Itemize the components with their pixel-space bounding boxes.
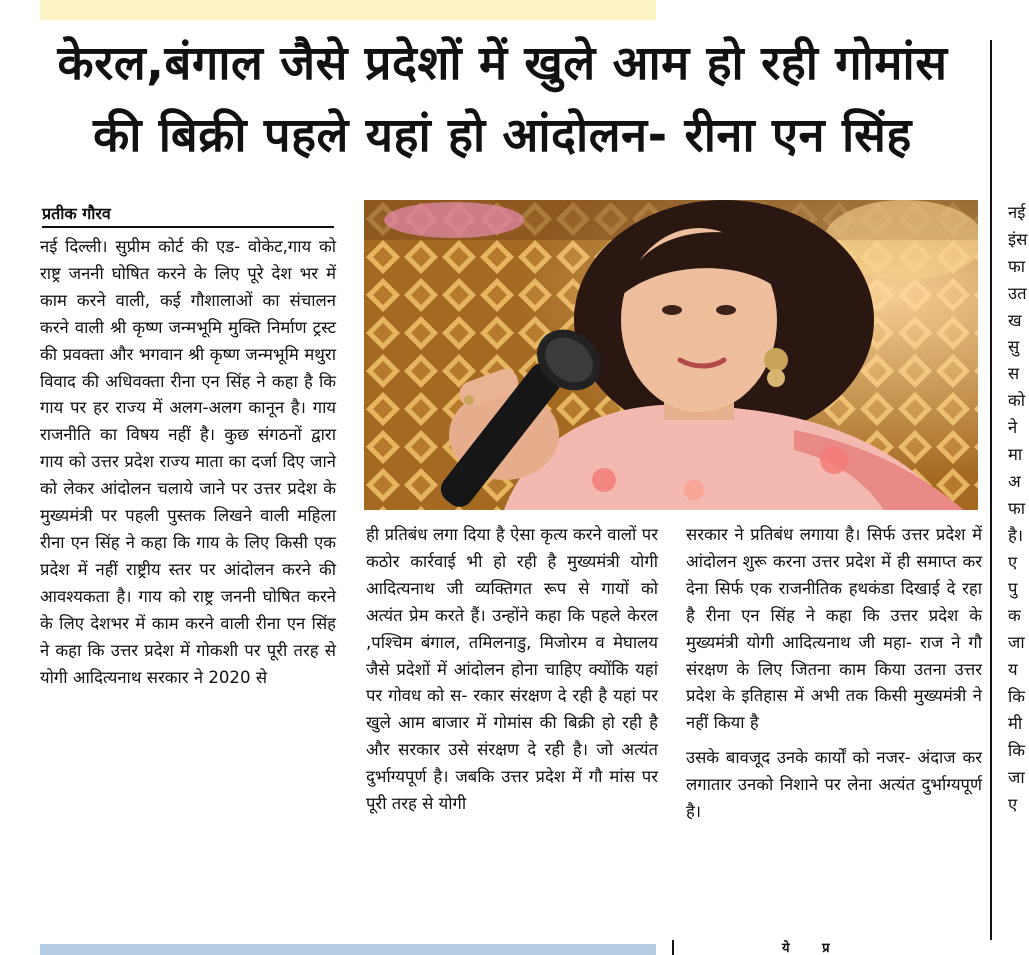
column-1-text: नई दिल्ली। सुप्रीम कोर्ट की एड- वोकेट,गाय को राष्ट्र जननी घोषित करने के लिए पूरे देश भर में काम करने वाली, कई गौशालाओं का संचालन करने वाली श्री कृष्ण जन्मभूमि मुक्ति निर्माण ट्रस्ट की प्रवक्ता और भगवान श्री कृष्ण जन्मभूमि मथुरा विवाद की अधिवक्ता रीना एन सिंह ने कहा है कि गाय पर हर राज्य में अलग-अलग कानून है। गाय राजनीति का विषय नहीं है। कुछ संगठनों द्वारा गाय को उत्तर प्रदेश राज्य माता का दर्जा दिए जाने को लेकर आंदोलन चलाये जाने पर उत्तर प्रदेश के मुख्यमंत्री पर पहली पुस्तक लिखने वाली महिला रीना एन सिंह ने कहा कि गाय के लिए किसी एक प्रदेश में नहीं राष्ट्रीय स्तर पर आंदोलन करने की आवश्यकता है। गाय को राष्ट्र जननी घोषित करने के लिए देशभर में काम करने वाली रीना एन सिंह ने कहा कि उत्तर प्रदेश में गोकशी पर पूरी तरह से योगी आदित्यनाथ सरकार ने 2020 से <box>40 237 336 687</box>
column-divider <box>990 40 992 940</box>
fragment-line: इंस <box>1008 229 1028 249</box>
column-2-text: ही प्रतिबंध लगा दिया है ऐसा कृत्य करने वालों पर कठोर कार्रवाई भी हो रही है मुख्यमंत्री योगी आदित्यनाथ जी व्यक्तिगत रूप से गायों को अत्यंत प्रेम करते हैं। उन्होंने कहा कि पहले केरल ,पश्चिम बंगाल, तमिलनाडु, मिजोरम व मेघालय जैसे प्रदेशों में आंदोलन होना चाहिए क्योंकि यहां पर गोवध को स- रकार संरक्षण दे रही है यहां पर खुले आम बाजार में गोमांस की बिक्री हो रही है और सरकार उसे संरक्षण दे रही है। जो अत्यंत दुर्भाग्यपूर्ण है। जबकि उत्तर प्रदेश में गौ मांस पर पूरी तरह से योगी <box>366 525 658 814</box>
fragment-line: क <box>1008 606 1021 626</box>
fragment-line: कि <box>1008 687 1026 707</box>
article-column-3 <box>686 522 982 826</box>
top-color-band <box>40 0 656 20</box>
fragment-line: नई <box>1008 203 1026 222</box>
article-column-2 <box>366 522 658 818</box>
fragment-line: स <box>1008 364 1020 384</box>
column-3-paragraph-1: सरकार ने प्रतिबंध लगाया है। सिर्फ उत्तर प्रदेश में आंदोलन शुरू करना उत्तर प्रदेश में ही समाप्त कर देना सिर्फ एक राजनीतिक हथकंडा दिखाई दे रहा है रीना एन सिंह ने कहा कि उत्तर प्रदेश के मुख्यमंत्री योगी आदित्यनाथ जी महा- राज ने गौ संरक्षण के लिए जितना काम किया उतना उत्तर प्रदेश के इतिहास में अभी तक किसी मुख्यमंत्री ने नहीं किया है <box>686 525 982 733</box>
fragment-line: सु <box>1008 337 1020 357</box>
fragment-line: जा <box>1008 767 1025 787</box>
fragment-line: है। <box>1008 525 1024 545</box>
byline: प्रतीक गौरव <box>42 204 111 223</box>
bottom-color-band <box>40 944 656 955</box>
article-column-1 <box>40 234 336 691</box>
fragment-line: कि <box>1008 740 1026 760</box>
fragment-line: ने <box>1008 418 1018 438</box>
fragment-line: उत <box>1008 283 1027 303</box>
headline <box>30 28 975 172</box>
woman-with-microphone-illustration <box>364 200 978 510</box>
fragment-line: अ <box>1008 471 1021 491</box>
fragment-line: जा <box>1008 633 1025 653</box>
fragment-line: ए <box>1008 794 1018 814</box>
headline-line-1: केरल,बंगाल जैसे प्रदेशों में खुले आम हो रही गोमांस <box>57 36 948 91</box>
column-3-paragraph-2: उसके बावजूद उनके कार्यों को नजर- अंदाज कर लगातार उनको निशाने पर लेना अत्यंत दुर्भाग्यपूर्ण है। <box>686 748 982 822</box>
headline-line-2: की बिक्री पहले यहां हो आंदोलन- रीना एन सिंह <box>93 108 912 163</box>
fragment-line: य <box>1008 660 1018 680</box>
fragment-line: को <box>1008 391 1026 411</box>
fragment-line: पु <box>1008 579 1018 599</box>
next-article-column-fragment <box>1008 200 1029 818</box>
fragment-line: ख <box>1008 310 1022 330</box>
next-headline-text: ये प्र <box>782 941 844 955</box>
byline-underline <box>42 226 334 228</box>
fragment-line: फा <box>1008 256 1026 276</box>
next-headline-fragment <box>672 940 1029 955</box>
fragment-line: ए <box>1008 552 1018 572</box>
fragment-line: मा <box>1008 445 1023 465</box>
fragment-line: मी <box>1008 713 1023 733</box>
fragment-line: फा <box>1008 498 1026 518</box>
speaker-photo <box>364 200 978 510</box>
section-divider <box>672 940 674 955</box>
